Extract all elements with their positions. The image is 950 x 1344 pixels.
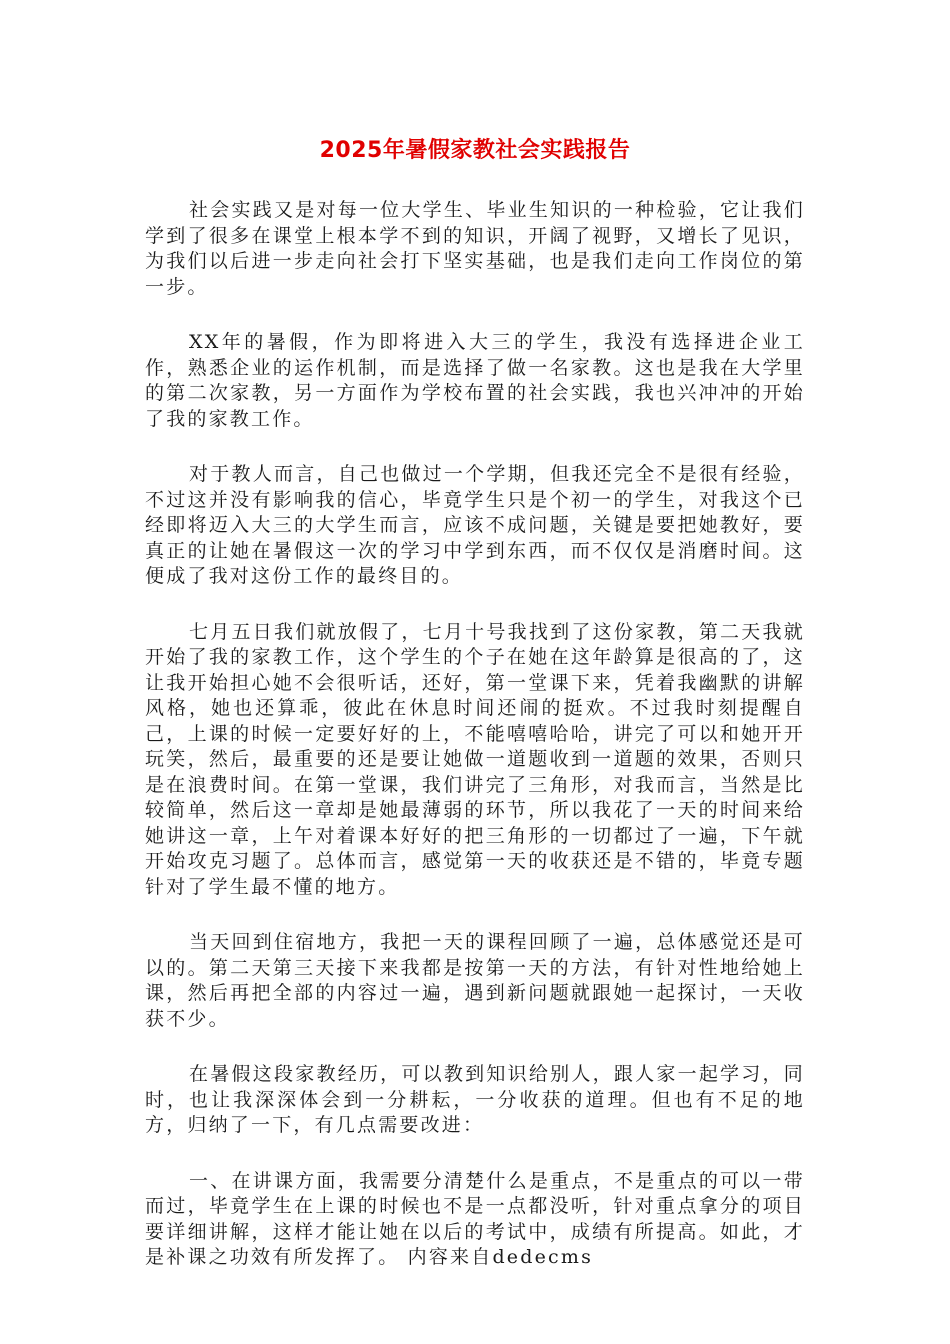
paragraph: 对于教人而言，自己也做过一个学期，但我还完全不是很有经验，不过这并没有影响我的信心，毕竟学生只是个初一的学生，对我这个已经即将迈入大三的大学生而言，应该不成问题，关键是要把她教好，要真正的让她在暑假这一次的学习中学到东西，而不仅仅是消磨时间。这便成了我对这份工作的最终目的。 [145,463,805,587]
paragraph: 在暑假这段家教经历，可以教到知识给别人，跟人家一起学习，同时，也让我深深体会到一分耕耘，一分收获的道理。但也有不足的地方，归纳了一下，有几点需要改进： [145,1063,805,1136]
paragraph: 七月五日我们就放假了，七月十号我找到了这份家教，第二天我就开始了我的家教工作，这个学生的个子在她在这年龄算是很高的了，这让我开始担心她不会很听话，还好，第一堂课下来，凭着我幽默的讲解风格，她也还算乖，彼此在休息时间还闹的挺欢。不过我时刻提醒自己，上课的时候一定要好好的上，不能嘻嘻哈哈，讲完了可以和她开开玩笑，然后，最重要的还是要让她做一道题收到一道题的效果，否则只是在浪费时间。在第一堂课，我们讲完了三角形，对我而言，当然是比较简单，然后这一章却是她最薄弱的环节，所以我花了一天的时间来给她讲这一章，上午对着课本好好的把三角形的一切都过了一遍，下午就开始攻克习题了。总体而言，感觉第一天的收获还是不错的，毕竟专题针对了学生最不懂的地方。 [145,620,805,898]
paragraph: 当天回到住宿地方，我把一天的课程回顾了一遍，总体感觉还是可以的。第二天第三天接下来我都是按第一天的方法，有针对性地给她上课，然后再把全部的内容过一遍，遇到新问题就跟她一起探讨，一天收获不少。 [145,931,805,1030]
paragraph: 一、在讲课方面，我需要分清楚什么是重点，不是重点的可以一带而过，毕竟学生在上课的时候也不是一点都没听，针对重点拿分的项目要详细讲解，这样才能让她在以后的考试中，成绩有所提高。如此，才是补课之功效有所发挥了。 内容来自dedecms [145,1169,805,1268]
paragraph: XX年的暑假，作为即将进入大三的学生，我没有选择进企业工作，熟悉企业的运作机制，而是选择了做一名家教。这也是我在大学里的第二次家教，另一方面作为学校布置的社会实践，我也兴冲冲的开始了我的家教工作。 [145,331,805,430]
document-title: 2025年暑假家教社会实践报告 [319,138,631,163]
document-body [145,198,805,1301]
paragraph: 社会实践又是对每一位大学生、毕业生知识的一种检验，它让我们学到了很多在课堂上根本学不到的知识，开阔了视野，又增长了见识，为我们以后进一步走向社会打下坚实基础，也是我们走向工作岗位的第一步。 [145,199,805,298]
